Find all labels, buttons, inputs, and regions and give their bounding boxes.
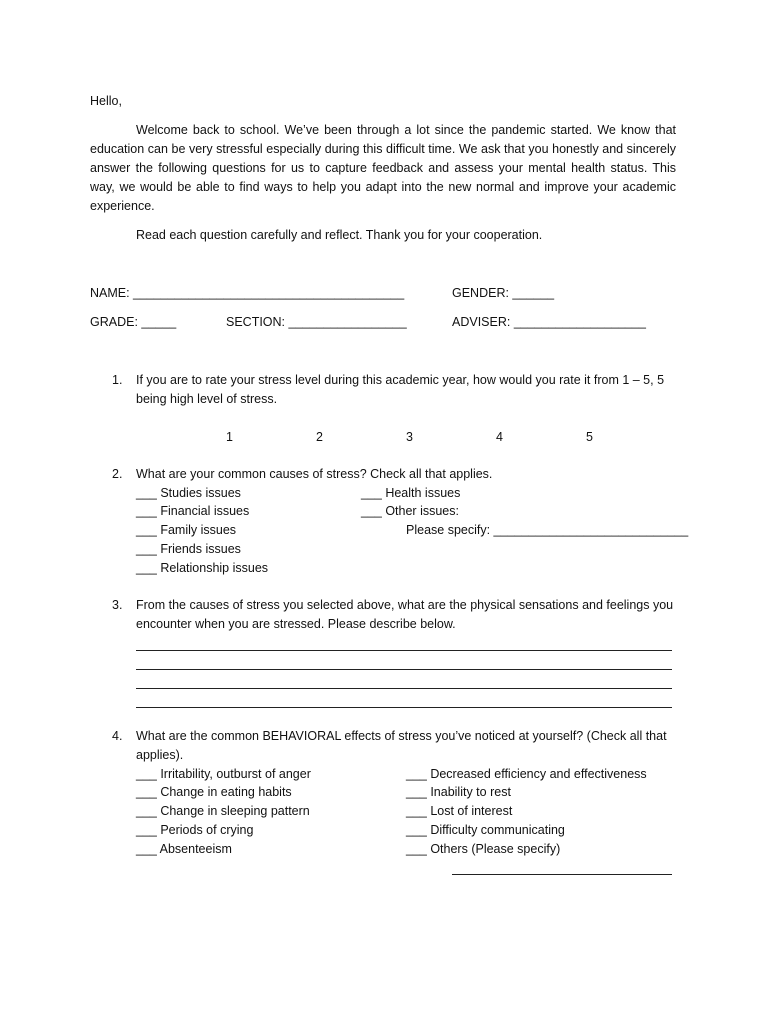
q4-option-eating[interactable]: ___ Change in eating habits [136,785,292,799]
q3-answer-line[interactable] [136,650,672,651]
greeting: Hello, [90,94,122,108]
q4-option-sleeping[interactable]: ___ Change in sleeping pattern [136,804,310,818]
q2-option-studies[interactable]: ___ Studies issues [136,486,241,500]
q3-text: From the causes of stress you selected above, what are the physical sensations and feelings you encounter when you are stressed. Please describe below. [136,598,674,631]
instruction-paragraph: Read each question carefully and reflect. Thank you for your cooperation. [136,228,543,242]
q2-option-family[interactable]: ___ Family issues [136,523,237,537]
q1-scale-3[interactable]: 3 [406,430,413,444]
q4-option-crying[interactable]: ___ Periods of crying [136,823,254,837]
adviser-field[interactable]: ADVISER: ___________________ [452,315,646,329]
q1-number: 1. [112,373,123,387]
q4-option-others[interactable]: ___ Others (Please specify) [406,842,561,856]
q2-option-financial[interactable]: ___ Financial issues [136,504,250,518]
q4-number: 4. [112,729,123,743]
q3-number: 3. [112,598,123,612]
gender-field[interactable]: GENDER: ______ [452,286,555,300]
q4-option-rest[interactable]: ___ Inability to rest [406,785,511,799]
q4-others-specify-line[interactable] [452,874,672,875]
q3-answer-line[interactable] [136,688,672,689]
q2-number: 2. [112,467,123,481]
q4-option-efficiency[interactable]: ___ Decreased efficiency and effectiveness [406,767,647,781]
q2-option-friends[interactable]: ___ Friends issues [136,542,241,556]
q1-text: If you are to rate your stress level during this academic year, how would you rate it from 1 – 5, 5 being high level of stress. [136,373,665,406]
q1-scale-2[interactable]: 2 [316,430,323,444]
section-field[interactable]: SECTION: _________________ [226,315,407,329]
q1-scale-5[interactable]: 5 [586,430,593,444]
q4-option-irritability[interactable]: ___ Irritability, outburst of anger [136,767,311,781]
q4-text: What are the common BEHAVIORAL effects of stress you’ve noticed at yourself? (Check all that applies). [136,729,667,762]
grade-field[interactable]: GRADE: _____ [90,315,177,329]
name-field[interactable]: NAME: _______________________________________ [90,286,405,300]
q2-option-health[interactable]: ___ Health issues [361,486,461,500]
q2-option-other[interactable]: ___ Other issues: [361,504,459,518]
q3-answer-line[interactable] [136,669,672,670]
q1-scale-1[interactable]: 1 [226,430,233,444]
q4-option-interest[interactable]: ___ Lost of interest [406,804,513,818]
q2-option-relationship[interactable]: ___ Relationship issues [136,561,269,575]
q2-text: What are your common causes of stress? Check all that applies. [136,467,493,481]
q1-scale-4[interactable]: 4 [496,430,503,444]
intro-paragraph: Welcome back to school. We’ve been through a lot since the pandemic started. We know that education can be very stressful especially during this difficult time. We ask that you honestly and sincerely answer the following questions for us to capture feedback and assess your mental health status. This way, we would be able to find ways to help you adapt into the new normal and improve your academic experience. [90,123,676,213]
q2-specify-field[interactable]: Please specify: ____________________________ [406,523,689,537]
q4-option-absenteeism[interactable]: ___ Absenteeism [136,842,232,856]
q4-option-communicating[interactable]: ___ Difficulty communicating [406,823,565,837]
q3-answer-line[interactable] [136,707,672,708]
